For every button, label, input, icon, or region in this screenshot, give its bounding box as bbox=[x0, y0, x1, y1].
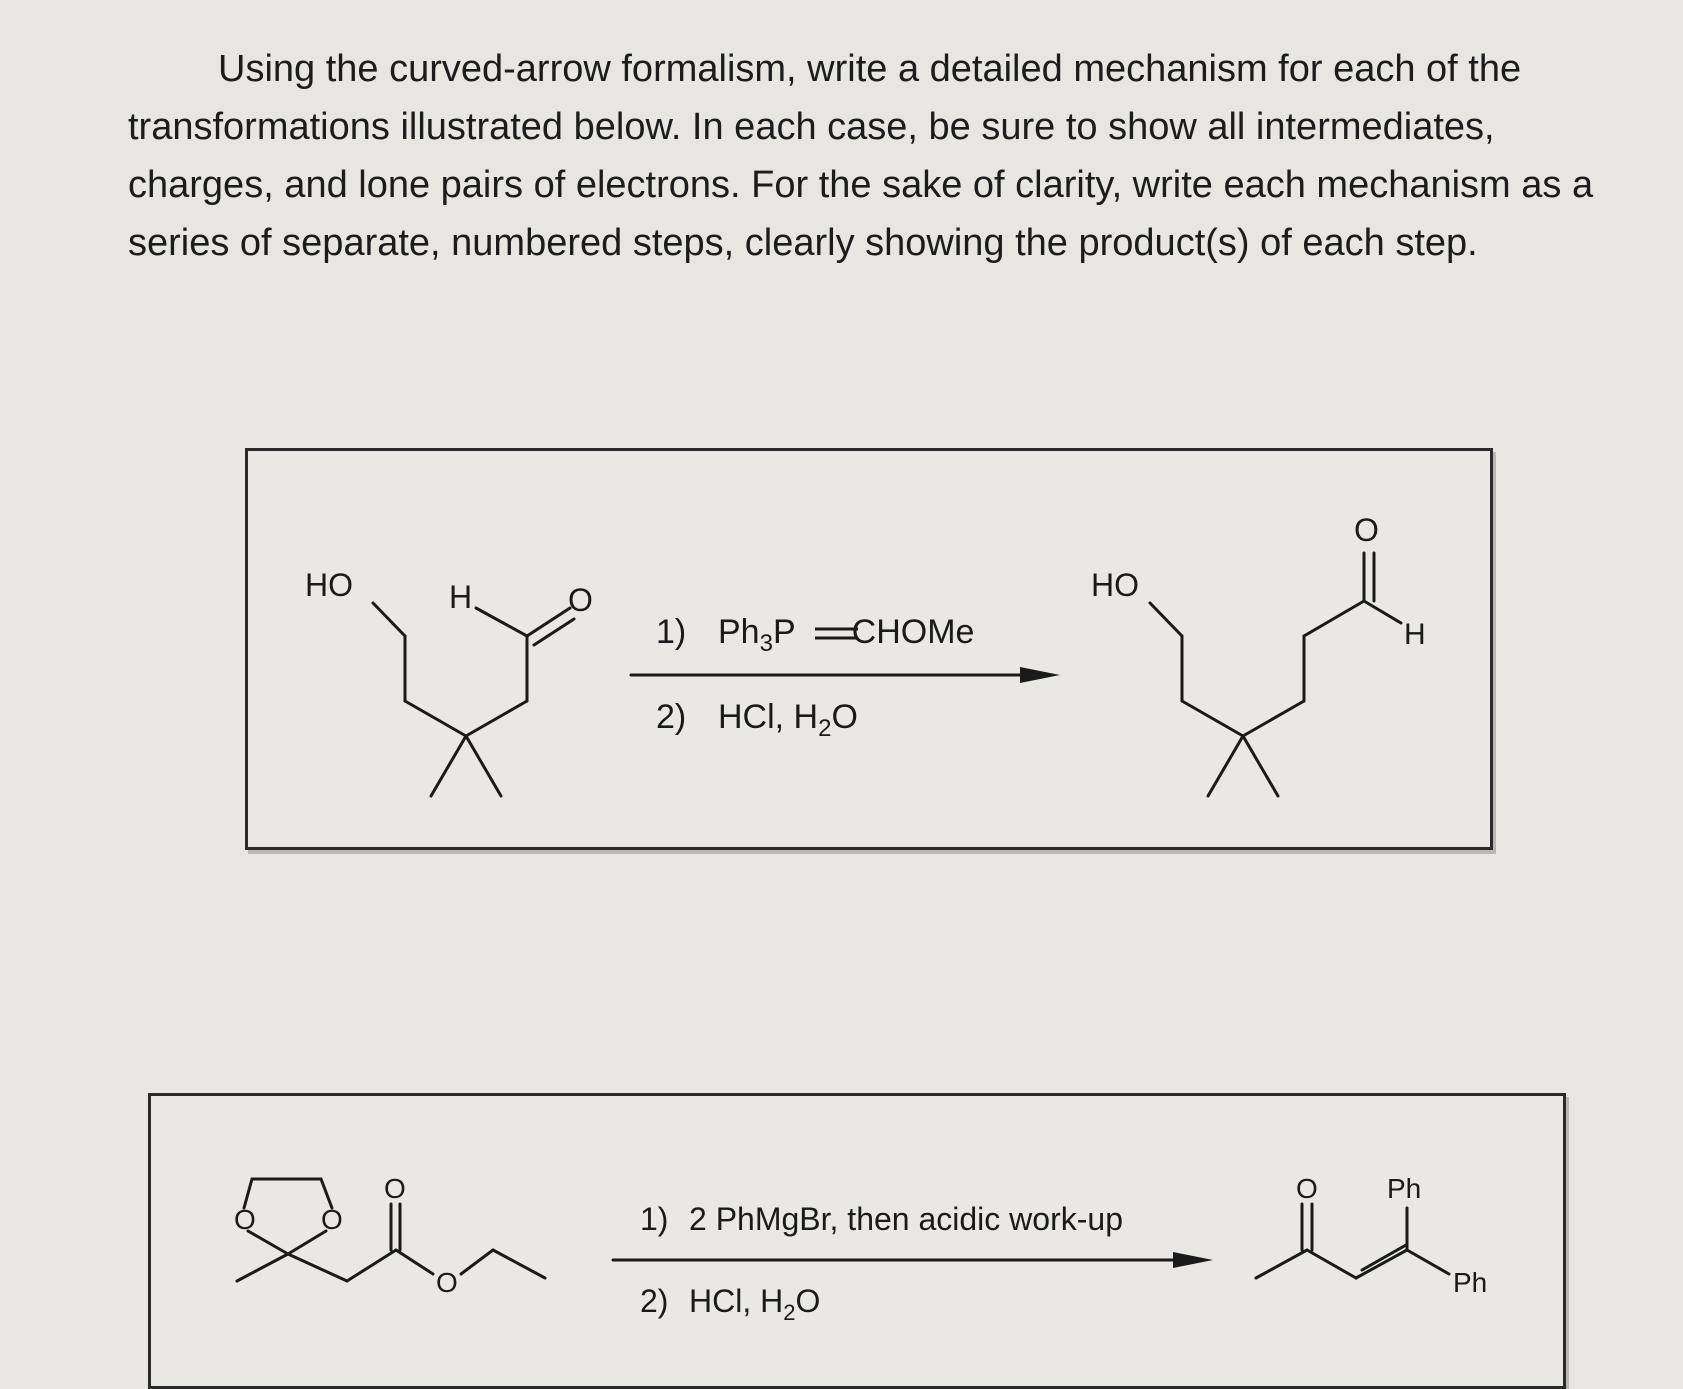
reactant-2-bond bbox=[237, 1254, 288, 1281]
product-2-bond bbox=[1256, 1250, 1307, 1278]
product-2-bond bbox=[1407, 1250, 1449, 1274]
product-1-o-label: O bbox=[1354, 512, 1379, 548]
reactant-1-bond bbox=[534, 619, 574, 645]
reactant-1-h-label: H bbox=[449, 579, 473, 615]
reactant-2-ester-o: O bbox=[436, 1267, 458, 1298]
product-2-bond bbox=[1356, 1250, 1407, 1278]
product-1-bond bbox=[1364, 601, 1401, 623]
reaction-1-panel bbox=[245, 448, 1493, 850]
reaction-1-arrowhead bbox=[1020, 667, 1060, 683]
reaction-2-step-1-reagent: 2 PhMgBr, then acidic work-up bbox=[689, 1201, 1123, 1237]
reactant-1-bond bbox=[431, 736, 466, 796]
instructions-paragraph bbox=[128, 40, 1628, 272]
reactant-2-bond bbox=[461, 1250, 493, 1274]
product-1-bond bbox=[1150, 603, 1182, 636]
reaction-2-step-2-number: 2) bbox=[640, 1283, 669, 1319]
reactant-1-bond bbox=[466, 701, 527, 736]
reactant-2-carbonyl-o: O bbox=[384, 1173, 406, 1204]
product-1-bond bbox=[1208, 736, 1243, 796]
reactant-2-bond bbox=[493, 1250, 545, 1278]
reaction-1-step-2-number: 2) bbox=[656, 698, 687, 736]
reaction-2-step-2-reagent: HCl, $H_2O$ bbox=[689, 1283, 821, 1325]
product-2-bond bbox=[1307, 1250, 1356, 1278]
product-2-ph-top: Ph bbox=[1387, 1173, 1422, 1204]
reaction-1-step-2-reagent: HCl, $H_2O$ bbox=[718, 698, 858, 742]
reaction-1-scheme bbox=[248, 451, 1490, 847]
reaction-2-step-1-number: 1) bbox=[640, 1201, 669, 1237]
instructions-line-3: charges, and lone pairs of electrons. For the sake of clarity, write each mechanism as a bbox=[128, 164, 1594, 206]
reactant-1-bond bbox=[466, 736, 501, 796]
reactant-2-ring-o-right: O bbox=[321, 1204, 343, 1235]
reactant-1-bond bbox=[405, 701, 466, 736]
reaction-1-step-1-number: 1) bbox=[656, 613, 687, 651]
product-1-ho-label: HO bbox=[1091, 567, 1139, 603]
reactant-2-bond bbox=[288, 1254, 347, 1281]
product-2-carbonyl-o: O bbox=[1296, 1173, 1318, 1204]
reactant-1-bond bbox=[527, 608, 570, 636]
reactant-2-ring-o-left: O bbox=[234, 1204, 256, 1235]
product-1-h-label: H bbox=[1404, 618, 1426, 651]
reactant-1-bond bbox=[373, 603, 405, 636]
product-1-bond bbox=[1243, 701, 1304, 736]
reaction-2-scheme bbox=[151, 1096, 1563, 1386]
reactant-2-bond bbox=[347, 1250, 396, 1281]
product-1-bond bbox=[1243, 736, 1278, 796]
product-1-bond bbox=[1304, 601, 1364, 636]
instructions-line-2: transformations illustrated below. In each case, be sure to show all intermediates, bbox=[128, 106, 1495, 148]
reaction-1-step-1-reagent: $Ph_3P$ CHOMe bbox=[718, 613, 975, 657]
reaction-2-arrowhead bbox=[1173, 1252, 1213, 1268]
reaction-2-panel bbox=[148, 1093, 1566, 1389]
product-2-ph-right: Ph bbox=[1453, 1267, 1488, 1298]
reactant-1-ho-label: HO bbox=[305, 567, 353, 603]
reactant-1-o-label: O bbox=[568, 582, 593, 618]
product-2-bond bbox=[1362, 1245, 1406, 1270]
product-1-bond bbox=[1182, 701, 1243, 736]
instructions-line-4: series of separate, numbered steps, clearly showing the product(s) of each step. bbox=[128, 222, 1478, 264]
instructions-line-1: Using the curved-arrow formalism, write a detailed mechanism for each of the bbox=[218, 48, 1522, 90]
reactant-2-bond bbox=[396, 1250, 433, 1274]
reactant-1-bond bbox=[476, 608, 527, 636]
